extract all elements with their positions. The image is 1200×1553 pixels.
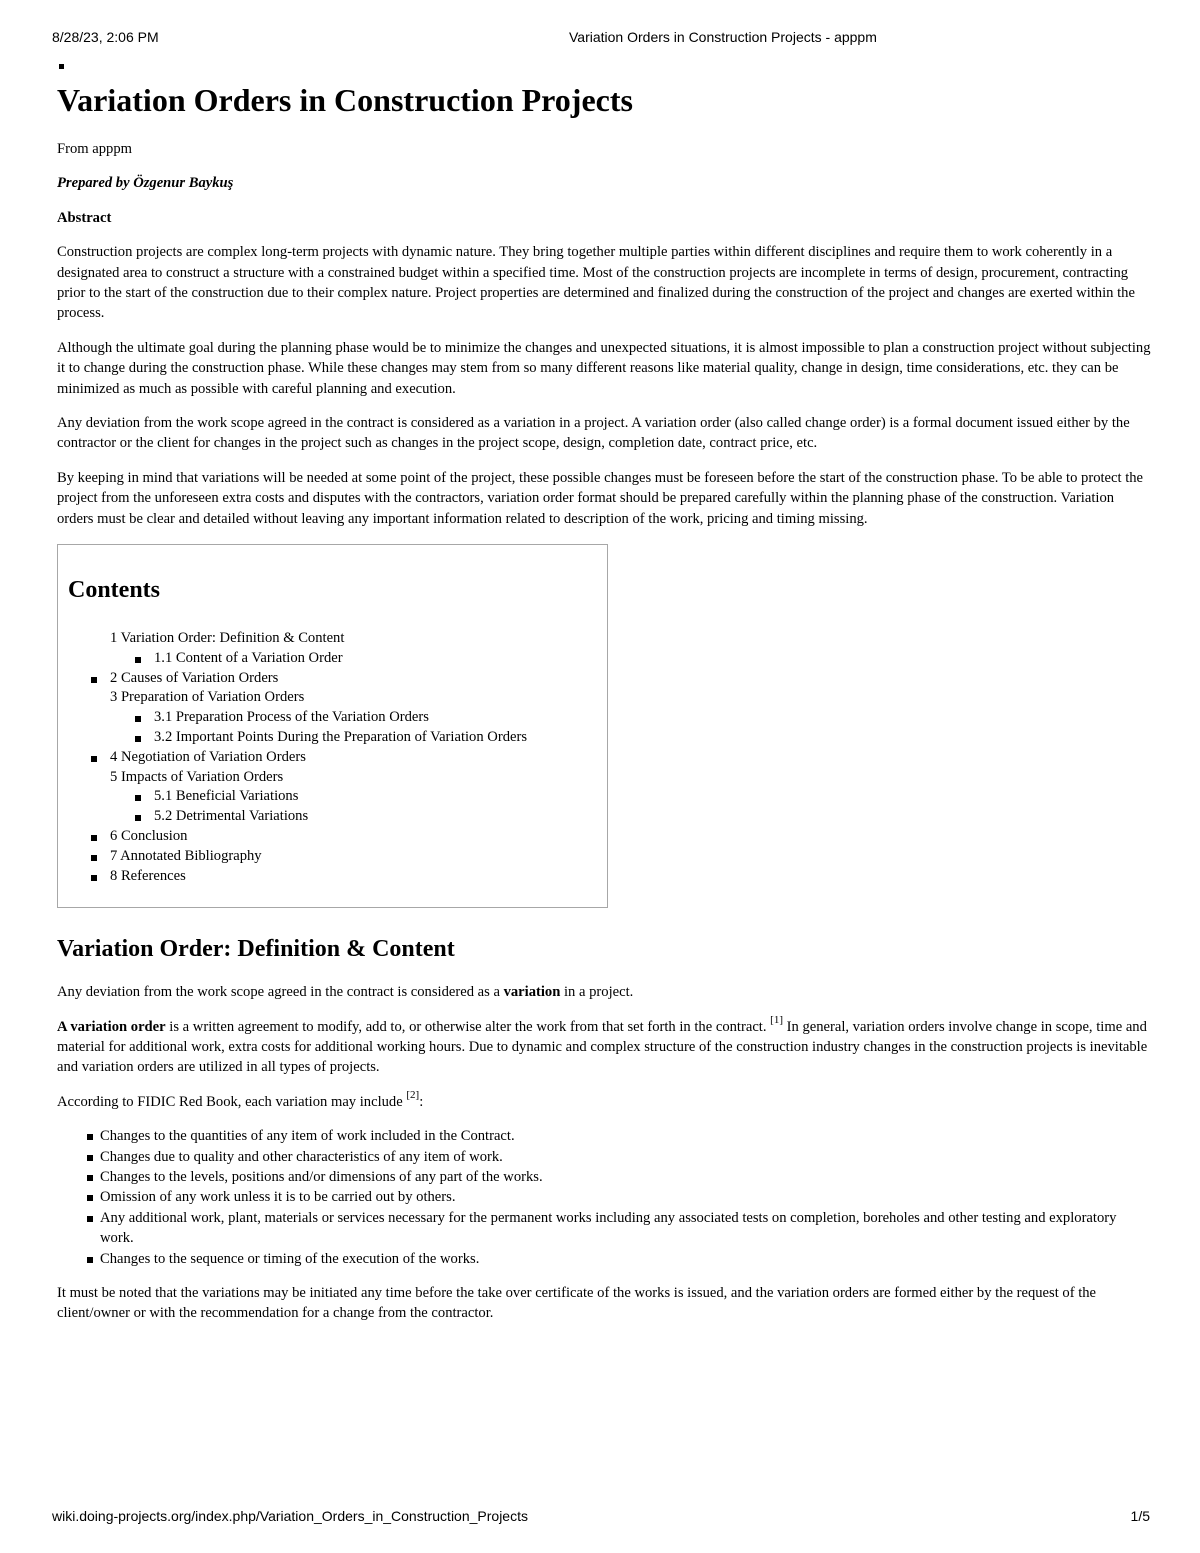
text-run: In general, variation orders involve change in scope, time and material for additional work, extra costs for additional working hours. Due to dynamic and complex structure of the construction industry changes in the construction projects is inevitable and variation orders are utilized in all types of projects. — [57, 1018, 1148, 1076]
toc-item — [68, 669, 597, 689]
bullet-marker — [59, 64, 64, 69]
section-paragraph — [57, 1088, 1151, 1112]
list-item: Changes to the levels, positions and/or dimensions of any part of the works. — [57, 1167, 1151, 1187]
toc-item — [68, 708, 597, 728]
text-run: Any deviation from the work scope agreed in the contract is considered as a — [57, 984, 504, 1001]
toc-link-3-1[interactable]: 3.1 Preparation Process of the Variation Orders — [154, 709, 429, 726]
toc-item — [68, 629, 597, 649]
toc-item — [68, 787, 597, 807]
abstract-paragraph: Construction projects are complex long-term projects with dynamic nature. They bring together multiple parties within different disciplines and require them to work coherently in a designated area to construct a structure with a constrained budget within a specified time. Most of the construction projects are incomplete in terms of design, procurement, contracting prior to the start of the construction due to their complex nature. Project properties are determined and finalized during the construction of the project and changes are exerted within the process. — [57, 244, 1135, 322]
author-line: Prepared by Özgenur Baykuş — [57, 175, 234, 192]
article-content — [57, 58, 1151, 1338]
abstract-paragraph: Although the ultimate goal during the planning phase would be to minimize the changes and unexpected situations, it is almost impossible to plan a construction project without subjecting it to change during the construction phase. While these changes may stem from so many different reasons like material quality, change in design, time considerations, etc. they can be minimized as much as possible with careful planning and execution. — [57, 339, 1151, 397]
toc-link-4[interactable]: 4 Negotiation of Variation Orders — [110, 748, 306, 765]
text-run: in a project. — [560, 984, 634, 1001]
toc-link-2[interactable]: 2 Causes of Variation Orders — [110, 669, 279, 686]
print-url: wiki.doing-projects.org/index.php/Variation_Orders_in_Construction_Projects — [52, 1508, 528, 1524]
toc-link-1[interactable]: 1 Variation Order: Definition & Content — [110, 630, 345, 647]
section-paragraph — [57, 1013, 1151, 1078]
list-item: Changes due to quality and other characteristics of any item of work. — [57, 1147, 1151, 1167]
print-page-title: Variation Orders in Construction Projects - apppm — [569, 29, 877, 45]
table-of-contents — [57, 544, 608, 908]
fidic-variation-list — [57, 1126, 1151, 1269]
list-item: Omission of any work unless it is to be carried out by others. — [57, 1187, 1151, 1207]
toc-link-5[interactable]: 5 Impacts of Variation Orders — [110, 768, 284, 785]
section-paragraph: It must be noted that the variations may be initiated any time before the take over certificate of the works is issued, and the variation orders are formed either by the request of the client/owner or with the recommendation for a change from the contractor. — [57, 1284, 1097, 1322]
bold-term: A variation order — [57, 1018, 166, 1035]
toc-link-1-1[interactable]: 1.1 Content of a Variation Order — [154, 649, 343, 666]
toc-item — [68, 688, 597, 708]
abstract-paragraph: By keeping in mind that variations will be needed at some point of the project, these possible changes must be foreseen before the start of the construction phase. To be able to protect the project from the unforeseen extra costs and disputes with the contractors, variation order format should be prepared carefully within the planning phase of the construction. Variation orders must be clear and detailed without leaving any important information related to description of the work, pricing and timing missing. — [57, 469, 1144, 527]
page-number: 1/5 — [1130, 1508, 1150, 1524]
print-footer — [52, 1508, 1150, 1528]
toc-item — [68, 867, 597, 887]
toc-heading: Contents — [68, 577, 161, 604]
toc-link-3-2[interactable]: 3.2 Important Points During the Preparation of Variation Orders — [154, 729, 528, 746]
abstract-paragraph: Any deviation from the work scope agreed in the contract is considered as a variation in a project. A variation order (also called change order) is a formal document issued either by the contractor or the client for changes in the project such as changes in the project scope, design, completion date, contract price, etc. — [57, 415, 1130, 452]
toc-link-7[interactable]: 7 Annotated Bibliography — [110, 847, 262, 864]
toc-link-3[interactable]: 3 Preparation of Variation Orders — [110, 689, 305, 706]
text-run: is a written agreement to modify, add to, or otherwise alter the work from that set forth in the contract. — [165, 1018, 771, 1035]
abstract-heading: Abstract — [57, 209, 112, 226]
toc-list — [68, 629, 597, 886]
toc-link-5-1[interactable]: 5.1 Beneficial Variations — [154, 788, 299, 805]
reference-link[interactable]: [2] — [406, 1088, 420, 1101]
print-datetime: 8/28/23, 2:06 PM — [52, 29, 159, 45]
section-heading: Variation Order: Definition & Content — [57, 936, 455, 963]
toc-item — [68, 728, 597, 748]
section-paragraph — [57, 982, 1151, 1002]
list-item: Any additional work, plant, materials or services necessary for the permanent works including any associated tests on completion, boreholes and other testing and exploratory work. — [57, 1208, 1151, 1249]
toc-item — [68, 768, 597, 788]
toc-item — [68, 847, 597, 867]
page-title: Variation Orders in Construction Projects — [57, 82, 633, 118]
text-run: According to FIDIC Red Book, each variation may include — [57, 1093, 407, 1110]
toc-item — [68, 807, 597, 827]
toc-item — [68, 649, 597, 669]
list-item: Changes to the sequence or timing of the execution of the works. — [57, 1249, 1151, 1269]
toc-item — [68, 827, 597, 847]
toc-link-8[interactable]: 8 References — [110, 867, 186, 884]
list-item: Changes to the quantities of any item of work included in the Contract. — [57, 1126, 1151, 1146]
text-run: : — [419, 1093, 424, 1110]
source-line: From apppm — [57, 141, 132, 157]
toc-link-5-2[interactable]: 5.2 Detrimental Variations — [154, 808, 309, 825]
reference-link[interactable]: [1] — [770, 1013, 783, 1026]
toc-item — [68, 748, 597, 768]
print-header — [52, 29, 1148, 49]
toc-link-6[interactable]: 6 Conclusion — [110, 828, 188, 845]
bold-term: variation — [503, 984, 561, 1001]
